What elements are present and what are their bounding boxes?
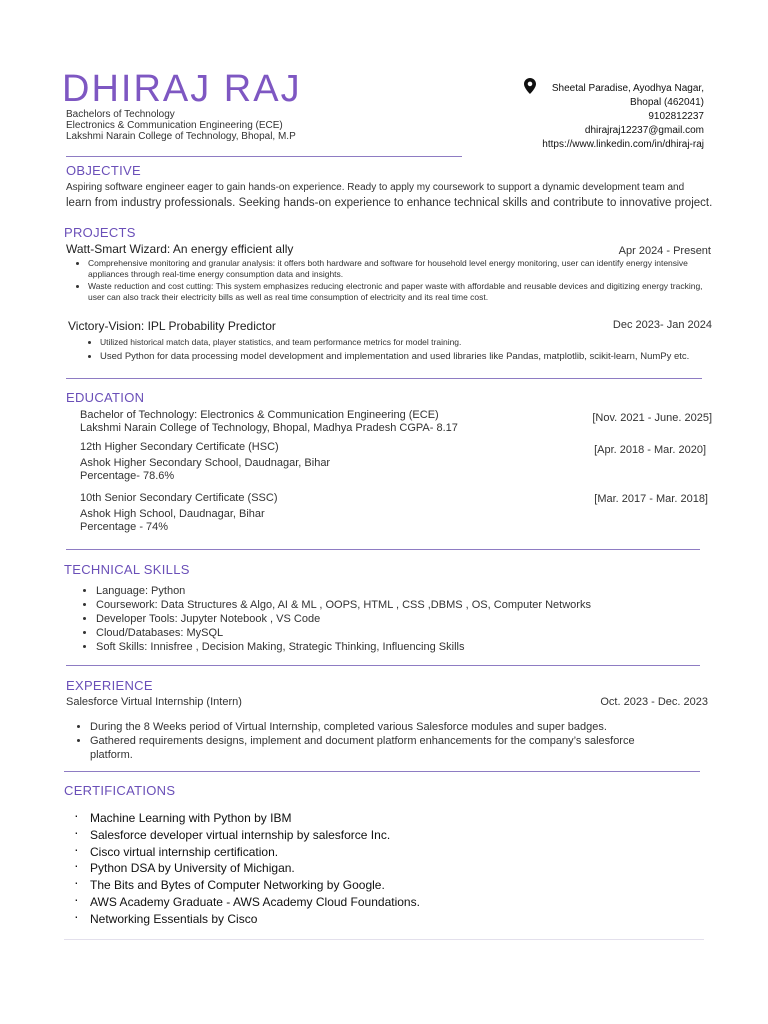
project-2-title: Victory-Vision: IPL Probability Predictor	[68, 319, 276, 333]
project-2-date: Dec 2023- Jan 2024	[612, 319, 712, 331]
experience-date: Oct. 2023 - Dec. 2023	[600, 696, 708, 708]
footer-divider	[64, 939, 704, 940]
contact-block	[542, 82, 704, 152]
list-item: • During the 8 Weeks period of Virtual Internship, completed various Salesforce modules and super badges.	[90, 720, 672, 734]
edu-1-institution: Lakshmi Narain College of Technology, Bhopal, Madhya Pradesh CGPA- 8.17	[80, 422, 458, 434]
edu-2-institution: Ashok Higher Secondary School, Daudnagar, Bihar	[80, 457, 331, 469]
education-divider	[66, 549, 700, 550]
list-item: • Language: Python	[96, 584, 718, 598]
branch-text: Electronics & Communication Engineering (ECE)	[66, 120, 283, 131]
experience-bullets	[72, 720, 672, 762]
phone-number: 9102812237	[648, 111, 704, 122]
objective-line-2: learn from industry professionals. Seeking hands-on experience to enhance technical skills and contribute to innovative project.	[66, 197, 713, 209]
project-1-date: Apr 2024 - Present	[618, 245, 711, 257]
project-1-bullets	[66, 258, 706, 304]
list-item: • Used Python for data processing model development and implementation and used libraries like Pandas, matplotlib, scikit-learn, NumPy etc.	[100, 351, 716, 362]
list-item: • Utilized historical match data, player statistics, and team performance metrics for model training.	[100, 337, 716, 348]
list-item: · Machine Learning with Python by IBM	[74, 810, 694, 827]
list-item: · Networking Essentials by Cisco	[74, 911, 694, 928]
list-item: • Coursework: Data Structures & Algo, AI & ML , OOPS, HTML , CSS ,DBMS , OS, Computer Networks	[96, 598, 718, 612]
email-link[interactable]: dhirajraj12237@gmail.com	[584, 125, 704, 136]
header-divider	[66, 156, 462, 157]
list-item: · The Bits and Bytes of Computer Networking by Google.	[74, 877, 694, 894]
skills-heading: TECHNICAL SKILLS	[64, 562, 190, 577]
projects-divider	[66, 378, 702, 379]
list-item: · Salesforce developer virtual internship by salesforce Inc.	[74, 827, 694, 844]
linkedin-link[interactable]: https://www.linkedin.com/in/dhiraj-raj	[542, 139, 704, 150]
location-pin-icon	[524, 78, 536, 94]
edu-3-percentage: Percentage - 74%	[80, 521, 169, 533]
edu-3-date: [Mar. 2017 - Mar. 2018]	[594, 493, 708, 505]
edu-2-date: [Apr. 2018 - Mar. 2020]	[594, 444, 706, 456]
project-1-title: Watt-Smart Wizard: An energy efficient ally	[66, 242, 294, 256]
list-item: • Cloud/Databases: MySQL	[96, 626, 718, 640]
certifications-list	[74, 810, 694, 928]
skills-divider	[66, 665, 700, 666]
experience-divider	[64, 771, 700, 772]
list-item: • Waste reduction and cost cutting: This system emphasizes reducing electronic and paper waste with affordable and reusable devices and digitizing energy tracking, user can also track their electricity bills as well as real time consumption of electricity and its real time cost.	[88, 281, 706, 303]
list-item: • Comprehensive monitoring and granular analysis: it offers both hardware and software for household level energy monitoring, user can identify energy intensive appliances through real-time energy consumption data and insights.	[88, 258, 706, 280]
list-item: • Developer Tools: Jupyter Notebook , VS Code	[96, 612, 718, 626]
skills-list	[78, 584, 718, 654]
college-text: Lakshmi Narain College of Technology, Bhopal, M.P	[66, 131, 296, 142]
list-item: · Cisco virtual internship certification.	[74, 844, 694, 861]
certifications-heading: CERTIFICATIONS	[64, 783, 176, 798]
list-item: · Python DSA by University of Michigan.	[74, 860, 694, 877]
edu-1-degree: Bachelor of Technology: Electronics & Communication Engineering (ECE)	[80, 409, 439, 421]
address-line-2: Bhopal (462041)	[630, 97, 704, 108]
project-2-bullets	[76, 337, 716, 363]
address-line-1: Sheetal Paradise, Ayodhya Nagar,	[551, 83, 704, 94]
education-heading: EDUCATION	[66, 390, 145, 405]
edu-3-degree: 10th Senior Secondary Certificate (SSC)	[80, 492, 278, 504]
edu-1-date: [Nov. 2021 - June. 2025]	[592, 412, 712, 424]
edu-2-degree: 12th Higher Secondary Certificate (HSC)	[80, 441, 279, 453]
objective-line-1: Aspiring software engineer eager to gain hands-on experience. Ready to apply my coursework to support a dynamic development team and	[66, 182, 685, 193]
list-item: · AWS Academy Graduate - AWS Academy Cloud Foundations.	[74, 894, 694, 911]
objective-heading: OBJECTIVE	[66, 163, 141, 178]
list-item: • Gathered requirements designs, implement and document platform enhancements for the company’s salesforce platform.	[90, 734, 672, 762]
edu-3-institution: Ashok High School, Daudnagar, Bihar	[80, 508, 265, 520]
projects-heading: PROJECTS	[64, 225, 136, 240]
list-item: • Soft Skills: Innisfree , Decision Making, Strategic Thinking, Influencing Skills	[96, 640, 718, 654]
experience-role: Salesforce Virtual Internship (Intern)	[66, 696, 242, 708]
candidate-name: DHIRAJ RAJ	[62, 68, 302, 110]
experience-heading: EXPERIENCE	[66, 678, 153, 693]
degree-text: Bachelors of Technology	[66, 109, 175, 120]
edu-2-percentage: Percentage- 78.6%	[80, 470, 175, 482]
